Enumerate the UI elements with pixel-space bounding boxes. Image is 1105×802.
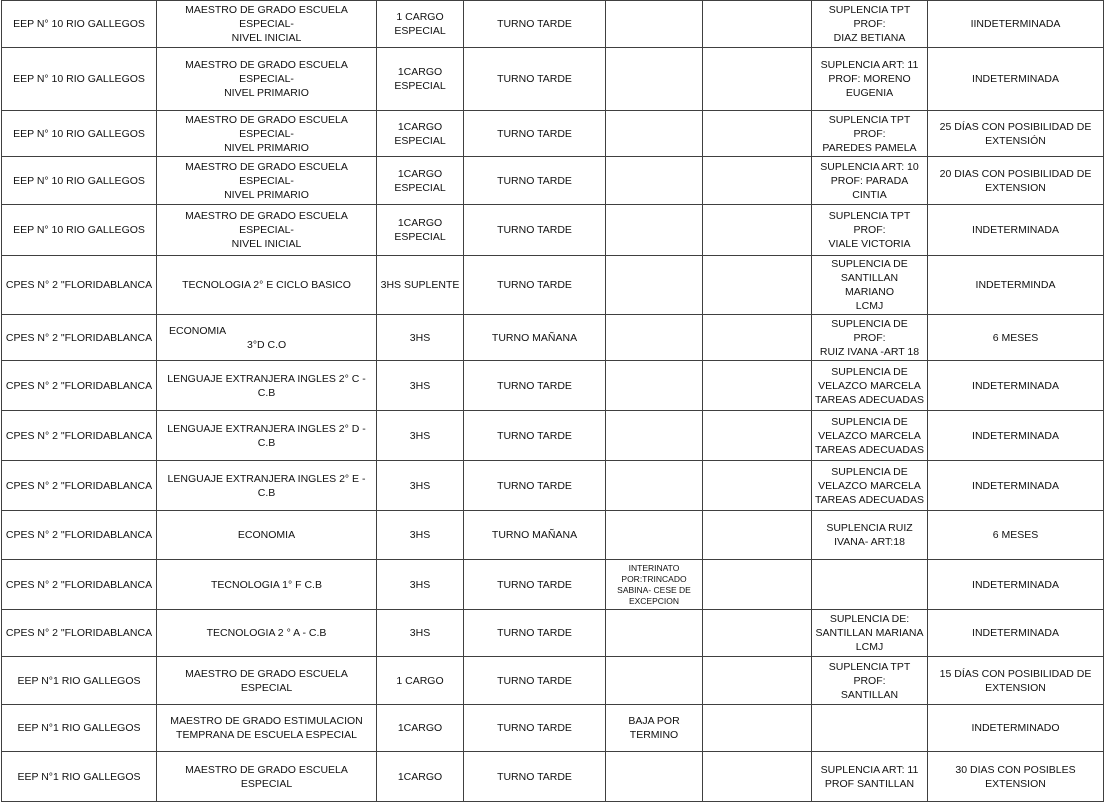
table-row bbox=[2, 657, 1104, 705]
observation-cell bbox=[606, 461, 703, 511]
extra-cell bbox=[703, 657, 812, 705]
position-cell: MAESTRO DE GRADO ESCUELA ESPECIAL- NIVEL PRIMARIO bbox=[157, 111, 377, 157]
school-cell: EEP N°1 RIO GALLEGOS bbox=[2, 657, 157, 705]
shift-cell: TURNO MAÑANA bbox=[464, 315, 606, 361]
reason-cell: SUPLENCIA RUIZ IVANA- ART:18 bbox=[812, 511, 928, 560]
shift-cell: TURNO TARDE bbox=[464, 157, 606, 205]
observation-cell bbox=[606, 610, 703, 657]
table-row bbox=[2, 205, 1104, 256]
school-cell: CPES N° 2 "FLORIDABLANCA bbox=[2, 560, 157, 610]
observation-cell bbox=[606, 157, 703, 205]
observation-cell bbox=[606, 1, 703, 48]
table-row bbox=[2, 705, 1104, 752]
observation-cell bbox=[606, 111, 703, 157]
reason-cell: SUPLENCIA TPT PROF: DIAZ BETIANA bbox=[812, 1, 928, 48]
reason-cell: SUPLENCIA DE: SANTILLAN MARIANA LCMJ bbox=[812, 610, 928, 657]
duration-cell: INDETERMINDA bbox=[928, 256, 1104, 315]
reason-cell: SUPLENCIA ART: 11 PROF: MORENO EUGENIA bbox=[812, 48, 928, 111]
table-row bbox=[2, 361, 1104, 411]
position-cell: MAESTRO DE GRADO ESCUELA ESPECIAL- NIVEL PRIMARIO bbox=[157, 48, 377, 111]
school-cell: EEP N° 10 RIO GALLEGOS bbox=[2, 1, 157, 48]
hours-cell: 3HS bbox=[377, 511, 464, 560]
hours-cell: 3HS bbox=[377, 560, 464, 610]
school-cell: CPES N° 2 "FLORIDABLANCA bbox=[2, 411, 157, 461]
extra-cell bbox=[703, 705, 812, 752]
reason-cell: SUPLENCIA TPT PROF: PAREDES PAMELA bbox=[812, 111, 928, 157]
hours-cell: 3HS SUPLENTE bbox=[377, 256, 464, 315]
hours-cell: 3HS bbox=[377, 411, 464, 461]
reason-cell: SUPLENCIA ART: 11 PROF SANTILLAN bbox=[812, 752, 928, 802]
duration-cell: INDETERMINADA bbox=[928, 205, 1104, 256]
shift-cell: TURNO TARDE bbox=[464, 361, 606, 411]
school-cell: EEP N°1 RIO GALLEGOS bbox=[2, 705, 157, 752]
reason-cell: SUPLENCIA DE SANTILLAN MARIANO LCMJ bbox=[812, 256, 928, 315]
duration-cell: IINDETERMINADA bbox=[928, 1, 1104, 48]
extra-cell bbox=[703, 256, 812, 315]
extra-cell bbox=[703, 560, 812, 610]
table-row bbox=[2, 560, 1104, 610]
extra-cell bbox=[703, 461, 812, 511]
position-cell: MAESTRO DE GRADO ESCUELA ESPECIAL bbox=[157, 752, 377, 802]
extra-cell bbox=[703, 48, 812, 111]
observation-cell bbox=[606, 315, 703, 361]
table-row bbox=[2, 752, 1104, 802]
shift-cell: TURNO TARDE bbox=[464, 205, 606, 256]
shift-cell: TURNO TARDE bbox=[464, 610, 606, 657]
extra-cell bbox=[703, 1, 812, 48]
extra-cell bbox=[703, 411, 812, 461]
observation-cell bbox=[606, 205, 703, 256]
shift-cell: TURNO TARDE bbox=[464, 752, 606, 802]
extra-cell bbox=[703, 315, 812, 361]
position-line: 3°D C.O bbox=[247, 338, 287, 351]
table-row bbox=[2, 1, 1104, 48]
reason-cell bbox=[812, 560, 928, 610]
hours-cell: 1CARGO ESPECIAL bbox=[377, 157, 464, 205]
shift-cell: TURNO TARDE bbox=[464, 111, 606, 157]
duration-cell: INDETERMINADA bbox=[928, 560, 1104, 610]
table-row bbox=[2, 461, 1104, 511]
hours-cell: 1 CARGO bbox=[377, 657, 464, 705]
observation-cell: INTERINATO POR:TRINCADO SABINA- CESE DE EXCEPCION bbox=[606, 560, 703, 610]
position-cell: TECNOLOGIA 1° F C.B bbox=[157, 560, 377, 610]
shift-cell: TURNO TARDE bbox=[464, 705, 606, 752]
position-cell: LENGUAJE EXTRANJERA INGLES 2° E - C.B bbox=[157, 461, 377, 511]
observation-cell bbox=[606, 511, 703, 560]
table-row bbox=[2, 610, 1104, 657]
hours-cell: 3HS bbox=[377, 315, 464, 361]
observation-cell: BAJA POR TERMINO bbox=[606, 705, 703, 752]
table-row bbox=[2, 111, 1104, 157]
shift-cell: TURNO TARDE bbox=[464, 411, 606, 461]
duration-cell: 25 DÍAS CON POSIBILIDAD DE EXTENSIÓN bbox=[928, 111, 1104, 157]
position-cell: MAESTRO DE GRADO ESCUELA ESPECIAL- NIVEL PRIMARIO bbox=[157, 157, 377, 205]
reason-cell: SUPLENCIA TPT PROF: SANTILLAN bbox=[812, 657, 928, 705]
shift-cell: TURNO TARDE bbox=[464, 48, 606, 111]
shift-cell: TURNO TARDE bbox=[464, 256, 606, 315]
school-cell: CPES N° 2 "FLORIDABLANCA bbox=[2, 461, 157, 511]
school-cell: EEP N° 10 RIO GALLEGOS bbox=[2, 48, 157, 111]
shift-cell: TURNO TARDE bbox=[464, 560, 606, 610]
position-cell: MAESTRO DE GRADO ESCUELA ESPECIAL- NIVEL INICIAL bbox=[157, 205, 377, 256]
reason-cell: SUPLENCIA DE VELAZCO MARCELA TAREAS ADECUADAS bbox=[812, 361, 928, 411]
reason-cell: SUPLENCIA ART: 10 PROF: PARADA CINTIA bbox=[812, 157, 928, 205]
extra-cell bbox=[703, 752, 812, 802]
position-cell: MAESTRO DE GRADO ESCUELA ESPECIAL- NIVEL INICIAL bbox=[157, 1, 377, 48]
school-cell: CPES N° 2 "FLORIDABLANCA bbox=[2, 256, 157, 315]
shift-cell: TURNO TARDE bbox=[464, 657, 606, 705]
observation-cell bbox=[606, 657, 703, 705]
table-row bbox=[2, 511, 1104, 560]
position-cell: TECNOLOGIA 2 ° A - C.B bbox=[157, 610, 377, 657]
duration-cell: 6 MESES bbox=[928, 315, 1104, 361]
observation-cell bbox=[606, 256, 703, 315]
shift-cell: TURNO MAÑANA bbox=[464, 511, 606, 560]
duration-cell: 20 DIAS CON POSIBILIDAD DE EXTENSION bbox=[928, 157, 1104, 205]
hours-cell: 1CARGO ESPECIAL bbox=[377, 111, 464, 157]
duration-cell: INDETERMINADA bbox=[928, 361, 1104, 411]
position-cell: ECONOMIA bbox=[157, 511, 377, 560]
table-row bbox=[2, 315, 1104, 361]
extra-cell bbox=[703, 157, 812, 205]
extra-cell bbox=[703, 361, 812, 411]
hours-cell: 3HS bbox=[377, 361, 464, 411]
hours-cell: 1CARGO bbox=[377, 752, 464, 802]
position-cell: MAESTRO DE GRADO ESCUELA ESPECIAL bbox=[157, 657, 377, 705]
hours-cell: 1 CARGO ESPECIAL bbox=[377, 1, 464, 48]
reason-cell: SUPLENCIA DE PROF: RUIZ IVANA -ART 18 bbox=[812, 315, 928, 361]
school-cell: CPES N° 2 "FLORIDABLANCA bbox=[2, 315, 157, 361]
reason-cell: SUPLENCIA DE VELAZCO MARCELA TAREAS ADECUADAS bbox=[812, 461, 928, 511]
school-cell: CPES N° 2 "FLORIDABLANCA bbox=[2, 511, 157, 560]
hours-cell: 3HS bbox=[377, 461, 464, 511]
table-row bbox=[2, 48, 1104, 111]
observation-cell bbox=[606, 48, 703, 111]
position-cell: TECNOLOGIA 2° E CICLO BASICO bbox=[157, 256, 377, 315]
duration-cell: INDETERMINADA bbox=[928, 610, 1104, 657]
hours-cell: 3HS bbox=[377, 610, 464, 657]
duration-cell: INDETERMINADO bbox=[928, 705, 1104, 752]
duration-cell: 30 DIAS CON POSIBLES EXTENSION bbox=[928, 752, 1104, 802]
observation-cell bbox=[606, 411, 703, 461]
table-row bbox=[2, 411, 1104, 461]
table-row bbox=[2, 157, 1104, 205]
school-cell: EEP N° 10 RIO GALLEGOS bbox=[2, 205, 157, 256]
position-cell: LENGUAJE EXTRANJERA INGLES 2° C - C.B bbox=[157, 361, 377, 411]
school-cell: EEP N°1 RIO GALLEGOS bbox=[2, 752, 157, 802]
school-cell: CPES N° 2 "FLORIDABLANCA bbox=[2, 361, 157, 411]
position-cell: MAESTRO DE GRADO ESTIMULACION TEMPRANA DE ESCUELA ESPECIAL bbox=[157, 705, 377, 752]
duration-cell: INDETERMINADA bbox=[928, 411, 1104, 461]
duration-cell: INDETERMINADA bbox=[928, 461, 1104, 511]
shift-cell: TURNO TARDE bbox=[464, 1, 606, 48]
extra-cell bbox=[703, 205, 812, 256]
position-cell: LENGUAJE EXTRANJERA INGLES 2° D - C.B bbox=[157, 411, 377, 461]
duration-cell: 6 MESES bbox=[928, 511, 1104, 560]
school-cell: EEP N° 10 RIO GALLEGOS bbox=[2, 157, 157, 205]
reason-cell: SUPLENCIA DE VELAZCO MARCELA TAREAS ADECUADAS bbox=[812, 411, 928, 461]
position-cell bbox=[157, 315, 377, 361]
hours-cell: 1CARGO bbox=[377, 705, 464, 752]
hours-cell: 1CARGO ESPECIAL bbox=[377, 48, 464, 111]
vacancies-table bbox=[1, 0, 1104, 802]
school-cell: EEP N° 10 RIO GALLEGOS bbox=[2, 111, 157, 157]
duration-cell: 15 DÍAS CON POSIBILIDAD DE EXTENSION bbox=[928, 657, 1104, 705]
hours-cell: 1CARGO ESPECIAL bbox=[377, 205, 464, 256]
extra-cell bbox=[703, 111, 812, 157]
shift-cell: TURNO TARDE bbox=[464, 461, 606, 511]
extra-cell bbox=[703, 610, 812, 657]
reason-cell: SUPLENCIA TPT PROF: VIALE VICTORIA bbox=[812, 205, 928, 256]
duration-cell: INDETERMINADA bbox=[928, 48, 1104, 111]
school-cell: CPES N° 2 "FLORIDABLANCA bbox=[2, 610, 157, 657]
observation-cell bbox=[606, 361, 703, 411]
reason-cell bbox=[812, 705, 928, 752]
table-row bbox=[2, 256, 1104, 315]
extra-cell bbox=[703, 511, 812, 560]
observation-cell bbox=[606, 752, 703, 802]
position-line: ECONOMIA bbox=[169, 324, 227, 337]
